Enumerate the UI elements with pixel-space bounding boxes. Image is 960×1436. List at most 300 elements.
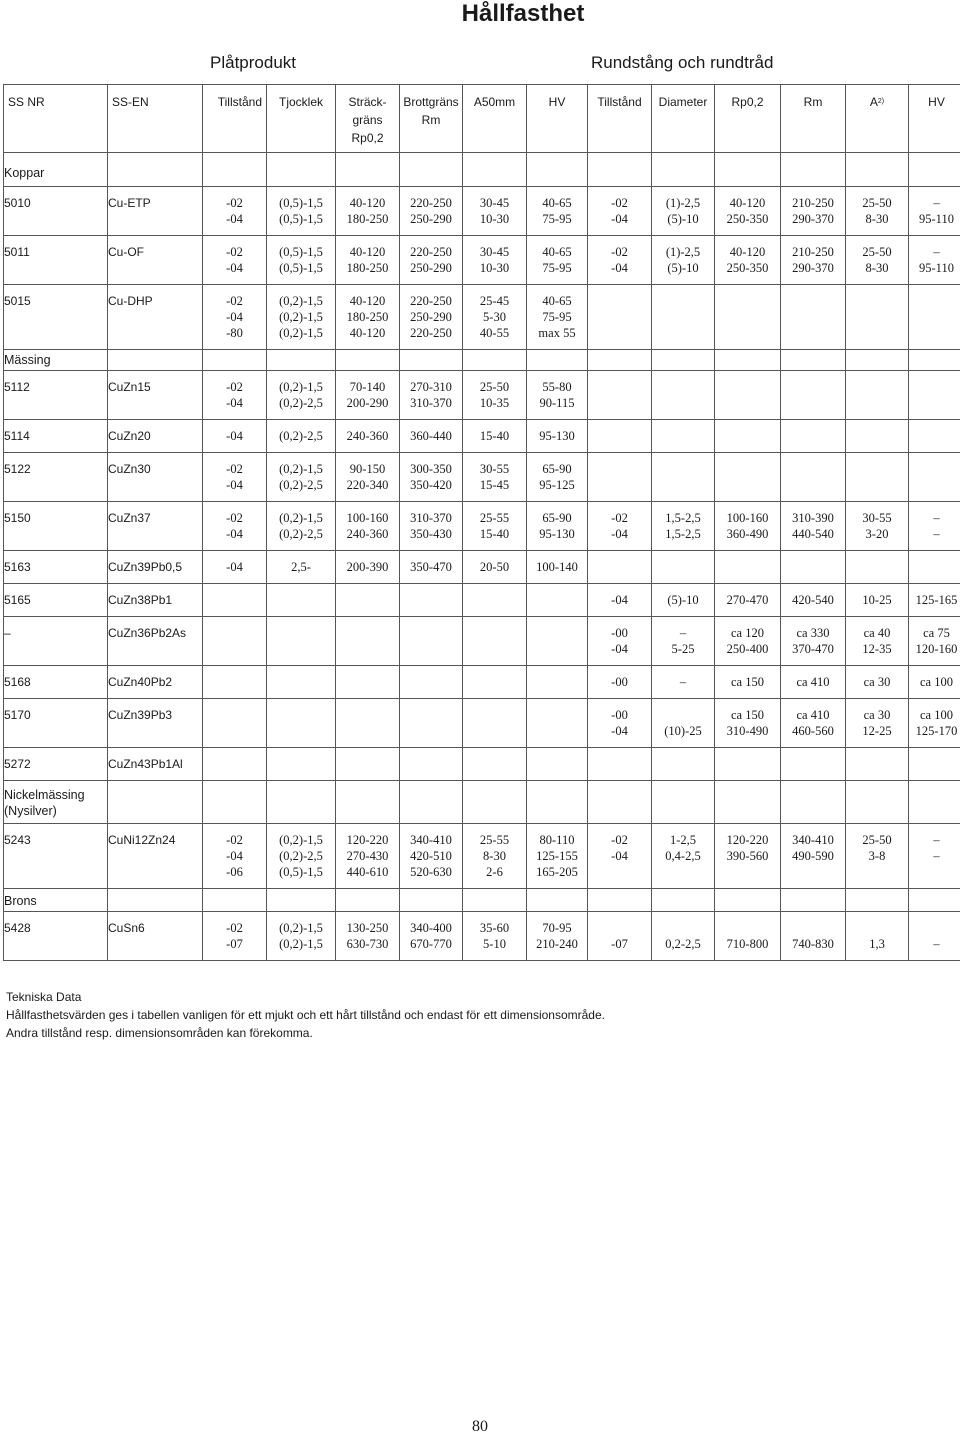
table-cell — [336, 285, 400, 350]
footer-note-2: Andra tillstånd resp. dimensionsområden kan förekomma. — [6, 1026, 313, 1040]
header-hv: HV — [527, 85, 588, 153]
cell-ss-nr — [4, 502, 108, 551]
group-label-nickel-line2: (Nysilver) — [4, 804, 57, 818]
table-cell — [203, 666, 267, 699]
cell-value: 220-340 — [346, 478, 389, 492]
cell-ss-en — [108, 912, 203, 961]
cell-values — [909, 912, 960, 960]
table-cell — [909, 420, 960, 453]
cell-values — [400, 285, 462, 349]
cell-value: 40-65 — [542, 196, 572, 210]
cell-value: -04 — [611, 212, 628, 226]
group-row-massing — [4, 350, 960, 371]
cell-value: -02 — [611, 196, 628, 210]
cell-value — [588, 293, 651, 309]
cell-value: 290-370 — [792, 261, 834, 275]
table-cell — [588, 912, 652, 961]
cell-value: -04 — [226, 560, 243, 574]
cell-values — [715, 502, 780, 550]
cell-value: – — [933, 196, 940, 210]
cell-value: 120-220 — [346, 833, 389, 847]
group-row-brons — [4, 889, 960, 912]
cell-values — [527, 824, 587, 888]
cell-value — [846, 920, 908, 936]
cell-values — [715, 285, 780, 317]
table-cell — [909, 236, 960, 285]
ss-nr-value: 5243 — [4, 833, 31, 847]
table-cell — [527, 824, 588, 889]
header-rm: Rm — [781, 85, 846, 153]
cell-values — [527, 912, 587, 960]
table-cell — [846, 584, 909, 617]
table-cell — [203, 824, 267, 889]
cell-value: -02 — [226, 921, 243, 935]
cell-ss-en — [108, 236, 203, 285]
cell-value: -02 — [611, 245, 628, 259]
table-cell — [588, 285, 652, 350]
cell-value: 350-470 — [410, 560, 452, 574]
header-strack-line2: gräns — [352, 113, 383, 127]
table-cell — [267, 236, 336, 285]
table-cell — [527, 502, 588, 551]
cell-value: (10)-25 — [664, 724, 702, 738]
cell-value: -02 — [226, 196, 243, 210]
cell-value: ca 30 — [863, 708, 891, 722]
table-cell — [909, 748, 960, 781]
cell-value: 40-120 — [729, 196, 766, 210]
cell-values — [203, 912, 266, 960]
cell-value: 165-205 — [536, 865, 578, 879]
cell-value: -02 — [226, 833, 243, 847]
cell-value: 10-30 — [479, 212, 510, 226]
cell-ss-en — [108, 824, 203, 889]
table-cell — [400, 420, 463, 453]
cell-value — [527, 625, 587, 641]
ss-nr-value: 5112 — [4, 380, 30, 394]
cell-value: 360-440 — [410, 429, 452, 443]
table-row — [4, 420, 960, 453]
cell-value — [267, 707, 335, 723]
cell-value: (0,5)-1,5 — [279, 865, 323, 879]
cell-value: (0,5)-1,5 — [279, 212, 323, 226]
table-cell — [715, 502, 781, 551]
cell-values — [203, 824, 266, 888]
table-cell — [203, 912, 267, 961]
table-cell — [846, 824, 909, 889]
cell-values — [652, 551, 714, 583]
cell-values — [463, 699, 526, 731]
section-title-platprodukt: Plåtprodukt — [210, 53, 296, 72]
ss-nr-value: 5011 — [4, 245, 30, 259]
cell-values — [463, 617, 526, 649]
cell-value — [203, 707, 266, 723]
cell-value — [267, 674, 335, 690]
table-cell — [203, 453, 267, 502]
cell-value: 630-730 — [346, 937, 389, 951]
cell-value: -02 — [226, 245, 243, 259]
cell-value: 220-250 — [410, 294, 452, 308]
group-label-brons: Brons — [4, 889, 108, 912]
cell-value: 210-240 — [536, 937, 578, 951]
cell-value: 2,5- — [291, 560, 311, 574]
table-cell — [588, 666, 652, 699]
table-cell — [336, 453, 400, 502]
table-cell — [267, 666, 336, 699]
table-cell — [463, 748, 527, 781]
table-row — [4, 699, 960, 748]
cell-values — [652, 187, 714, 235]
table-cell — [715, 187, 781, 236]
table-cell — [652, 699, 715, 748]
cell-ss-nr — [4, 371, 108, 420]
table-row — [4, 912, 960, 961]
table-cell — [527, 748, 588, 781]
footer-notes — [6, 988, 605, 1042]
cell-value: 10-25 — [862, 593, 892, 607]
cell-values — [527, 371, 587, 419]
table-cell — [336, 617, 400, 666]
cell-ss-en — [108, 699, 203, 748]
header-hv-2: HV — [909, 85, 960, 153]
cell-value: 40-120 — [729, 245, 766, 259]
cell-value — [652, 293, 714, 309]
cell-value: -00 — [611, 708, 628, 722]
cell-values — [336, 502, 399, 550]
table-cell — [463, 617, 527, 666]
cell-values — [267, 748, 335, 780]
cell-value: 95-130 — [539, 429, 575, 443]
cell-value: -04 — [611, 593, 628, 607]
cell-value: 490-590 — [792, 849, 834, 863]
cell-value: 12-35 — [862, 642, 892, 656]
cell-value — [588, 461, 651, 477]
cell-values — [909, 502, 960, 550]
cell-values — [909, 666, 960, 698]
table-cell — [463, 666, 527, 699]
cell-values — [203, 617, 266, 649]
cell-value: 0,2-2,5 — [665, 937, 701, 951]
table-cell — [781, 236, 846, 285]
ss-nr-value: 5015 — [4, 294, 31, 308]
table-cell — [267, 584, 336, 617]
cell-values — [463, 748, 526, 780]
cell-value: 25-45 — [479, 294, 510, 308]
cell-values — [846, 584, 908, 616]
cell-value: 40-65 — [542, 245, 572, 259]
cell-value: -04 — [226, 212, 243, 226]
cell-value — [715, 293, 780, 309]
cell-value: -02 — [611, 511, 628, 525]
cell-values — [336, 699, 399, 731]
cell-value — [203, 592, 266, 608]
cell-value: 670-770 — [410, 937, 452, 951]
table-row — [4, 551, 960, 584]
table-cell — [527, 551, 588, 584]
table-cell — [336, 371, 400, 420]
table-cell — [336, 699, 400, 748]
cell-value — [267, 592, 335, 608]
table-cell — [781, 187, 846, 236]
cell-value: 10-30 — [479, 261, 510, 275]
cell-value: ca 40 — [863, 626, 891, 640]
cell-value: 65-90 — [542, 511, 572, 525]
table-cell — [652, 617, 715, 666]
group-row-koppar — [4, 153, 960, 187]
cell-values — [203, 502, 266, 550]
cell-values — [652, 617, 714, 665]
cell-value — [588, 756, 651, 772]
cell-values — [463, 371, 526, 419]
cell-values — [463, 502, 526, 550]
cell-value: -07 — [226, 937, 243, 951]
cell-value: (5)-10 — [667, 212, 699, 226]
table-cell — [463, 584, 527, 617]
cell-value: – — [933, 245, 940, 259]
cell-values — [909, 371, 960, 403]
cell-value — [909, 428, 960, 444]
table-cell — [909, 584, 960, 617]
cell-value — [846, 293, 908, 309]
table-cell — [203, 617, 267, 666]
cell-value: ca 330 — [796, 626, 830, 640]
ss-en-value: CuZn38Pb1 — [108, 593, 173, 607]
table-cell — [781, 748, 846, 781]
cell-value — [400, 625, 462, 641]
cell-values — [203, 453, 266, 501]
cell-value: 710-800 — [726, 937, 769, 951]
cell-value — [909, 461, 960, 477]
cell-value: 300-350 — [410, 462, 452, 476]
cell-values — [652, 236, 714, 284]
table-cell — [846, 285, 909, 350]
cell-value — [652, 461, 714, 477]
cell-value: ca 100 — [920, 708, 953, 722]
cell-value: (0,2)-1,5 — [279, 921, 323, 935]
cell-value: 5-30 — [483, 310, 506, 324]
cell-value: -04 — [611, 642, 628, 656]
cell-value — [527, 707, 587, 723]
cell-value — [652, 920, 714, 936]
table-cell — [463, 236, 527, 285]
cell-value: 180-250 — [346, 261, 389, 275]
ss-en-value: CuZn43Pb1Al — [108, 757, 183, 771]
cell-values — [588, 584, 651, 616]
cell-values — [846, 420, 908, 452]
cell-values — [652, 502, 714, 550]
cell-value: 340-400 — [410, 921, 452, 935]
cell-values — [909, 285, 960, 317]
ss-en-value: Cu-ETP — [108, 196, 151, 210]
cell-ss-nr — [4, 420, 108, 453]
cell-value: 15-45 — [479, 478, 510, 492]
cell-value: 25-55 — [479, 511, 510, 525]
cell-value: 25-55 — [479, 833, 510, 847]
cell-values — [527, 699, 587, 731]
table-cell — [400, 699, 463, 748]
header-tjocklek: Tjocklek — [267, 85, 336, 153]
cell-value: 270-310 — [410, 380, 452, 394]
cell-values — [336, 912, 399, 960]
table-row — [4, 285, 960, 350]
cell-values — [781, 285, 845, 317]
cell-values — [527, 502, 587, 550]
cell-value — [588, 379, 651, 395]
cell-value: 40-55 — [479, 326, 510, 340]
table-cell — [400, 551, 463, 584]
cell-value: 310-370 — [410, 396, 452, 410]
group-label-nickelmassing — [4, 781, 108, 824]
cell-value: -04 — [226, 396, 243, 410]
table-cell — [267, 824, 336, 889]
cell-values — [336, 453, 399, 501]
cell-values — [909, 748, 960, 780]
table-cell — [715, 748, 781, 781]
cell-value: 25-50 — [479, 380, 510, 394]
cell-value: 0,4-2,5 — [665, 849, 701, 863]
cell-value — [781, 428, 845, 444]
cell-value — [846, 756, 908, 772]
table-row — [4, 502, 960, 551]
cell-values — [400, 912, 462, 960]
page-number: 80 — [472, 1418, 488, 1435]
cell-ss-nr — [4, 824, 108, 889]
table-cell — [715, 285, 781, 350]
table-cell — [203, 187, 267, 236]
cell-values — [588, 912, 651, 960]
table-cell — [527, 453, 588, 502]
cell-ss-en — [108, 551, 203, 584]
cell-value: 350-430 — [410, 527, 452, 541]
cell-value: – — [933, 527, 940, 541]
table-cell — [652, 551, 715, 584]
cell-value — [336, 707, 399, 723]
cell-values — [527, 236, 587, 284]
table-cell — [846, 371, 909, 420]
cell-value: – — [933, 511, 940, 525]
cell-values — [652, 912, 714, 960]
header-tillstand-2: Tillstånd — [588, 85, 652, 153]
table-cell — [652, 748, 715, 781]
table-cell — [400, 666, 463, 699]
cell-value: 120-220 — [726, 833, 769, 847]
cell-value: 180-250 — [346, 212, 389, 226]
ss-en-value: CuZn40Pb2 — [108, 675, 173, 689]
cell-value: ca 410 — [796, 708, 830, 722]
cell-value: 55-80 — [542, 380, 572, 394]
cell-values — [336, 285, 399, 349]
table-cell — [527, 666, 588, 699]
table-cell — [336, 824, 400, 889]
cell-values — [203, 666, 266, 698]
cell-values — [846, 187, 908, 235]
cell-value: ca 30 — [863, 675, 891, 689]
cell-value: -02 — [611, 833, 628, 847]
table-cell — [652, 187, 715, 236]
ss-en-value: CuZn39Pb3 — [108, 708, 173, 722]
table-cell — [846, 748, 909, 781]
cell-values — [909, 584, 960, 616]
cell-values — [336, 420, 399, 452]
cell-values — [846, 551, 908, 583]
table-cell — [652, 453, 715, 502]
cell-value — [203, 674, 266, 690]
table-cell — [846, 502, 909, 551]
cell-value: (0,2)-1,5 — [279, 937, 323, 951]
section-title-rundstang: Rundstång och rundtråd — [591, 53, 774, 72]
table-cell — [781, 699, 846, 748]
ss-en-value: CuZn15 — [108, 380, 151, 394]
cell-value — [846, 428, 908, 444]
cell-value: – — [933, 937, 940, 951]
cell-values — [781, 912, 845, 960]
table-cell — [909, 617, 960, 666]
table-cell — [203, 551, 267, 584]
cell-value: 40-120 — [349, 294, 386, 308]
cell-value — [715, 379, 780, 395]
cell-value: 30-55 — [479, 462, 510, 476]
table-cell — [400, 584, 463, 617]
table-cell — [336, 502, 400, 551]
cell-values — [336, 236, 399, 284]
cell-values — [909, 236, 960, 284]
cell-value: ca 120 — [731, 626, 764, 640]
table-cell — [588, 371, 652, 420]
table-cell — [715, 699, 781, 748]
table-cell — [203, 236, 267, 285]
table-cell — [527, 420, 588, 453]
cell-value — [781, 293, 845, 309]
table-cell — [846, 666, 909, 699]
cell-value: 520-630 — [410, 865, 452, 879]
table-cell — [400, 285, 463, 350]
table-cell — [781, 371, 846, 420]
ss-nr-value: – — [4, 626, 11, 640]
cell-value — [463, 707, 526, 723]
table-cell — [781, 420, 846, 453]
table-cell — [203, 748, 267, 781]
cell-value: (0,2)-1,5 — [279, 294, 323, 308]
table-cell — [846, 187, 909, 236]
table-cell — [846, 453, 909, 502]
cell-values — [203, 420, 266, 452]
cell-value — [267, 756, 335, 772]
cell-value — [527, 592, 587, 608]
cell-values — [463, 420, 526, 452]
table-cell — [400, 371, 463, 420]
table-cell — [652, 824, 715, 889]
table-cell — [781, 617, 846, 666]
table-cell — [267, 699, 336, 748]
ss-nr-value: 5114 — [4, 429, 30, 443]
cell-value: (0,2)-2,5 — [279, 396, 323, 410]
cell-values — [267, 912, 335, 960]
cell-values — [400, 699, 462, 731]
cell-values — [463, 912, 526, 960]
table-cell — [652, 236, 715, 285]
table-cell — [588, 420, 652, 453]
cell-value — [715, 756, 780, 772]
cell-value — [267, 625, 335, 641]
cell-value — [652, 379, 714, 395]
cell-values — [336, 187, 399, 235]
cell-values — [527, 453, 587, 501]
table-row — [4, 187, 960, 236]
table-row — [4, 236, 960, 285]
cell-values — [652, 824, 714, 872]
cell-values — [400, 748, 462, 780]
table-cell — [267, 285, 336, 350]
cell-values — [652, 699, 714, 747]
